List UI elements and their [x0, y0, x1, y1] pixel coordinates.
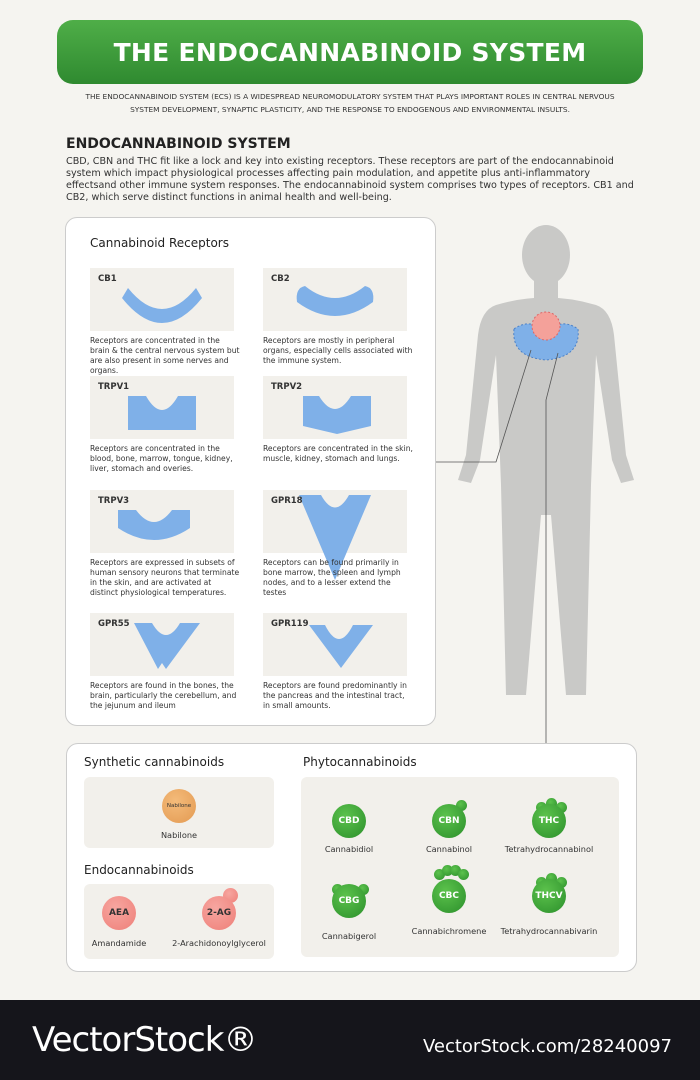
receptor-card-gpr119 — [263, 613, 407, 676]
molecule-name: Cannabidiol — [324, 844, 374, 854]
receptor-name: CB1 — [98, 274, 117, 284]
molecule-name: Cannabichromene — [411, 926, 487, 936]
molecule-name: Cannabinol — [425, 844, 473, 854]
cbn-molecule-icon: CBN — [432, 804, 466, 838]
footer-url: VectorStock.com/28240097 — [422, 1036, 672, 1057]
endo-heading: Endocannabinoids — [84, 863, 194, 877]
receptor-description: Receptors are concentrated in the brain & the central nervous system but are also present in some nerves and organs. — [90, 336, 240, 375]
receptor-description: Receptors can be found primarily in bone marrow, the spleen and lymph nodes, and to a lesser extend the testes — [263, 558, 401, 597]
receptor-description: Receptors are mostly in peripheral organs, especially cells associated with the immune system. — [263, 336, 413, 365]
molecule-name: 2-Arachidonoylglycerol — [172, 938, 266, 948]
receptor-description: Receptors are concentrated in the skin, muscle, kidney, stomach and lungs. — [263, 444, 413, 463]
molecule-name: Amandamide — [91, 938, 147, 948]
thcv-molecule-icon: THCV — [532, 879, 566, 913]
cannabinoids-panel — [66, 743, 637, 972]
page-subtitle: THE ENDOCANNABINOID SYSTEM (ECS) IS A WIDESPREAD NEUROMODULATORY SYSTEM THAT PLAYS IMPORTANT ROLES IN CENTRAL NERVOUS SYSTEM DEVELOPMENT, SYNAPTIC PLASTICITY, AND THE RESPONSE TO ENDOGENOUS AND ENVIRONMENTAL INSULTS. — [85, 92, 615, 114]
receptor-card-trpv2 — [263, 376, 407, 439]
nabilone-molecule-icon: Nabilone — [162, 789, 196, 823]
footer-banner — [0, 1000, 700, 1080]
page-title: THE ENDOCANNABINOID SYSTEM — [57, 20, 643, 84]
2ag-molecule-icon: 2-AG — [202, 896, 236, 930]
receptor-name: GPR18 — [271, 496, 303, 506]
molecule-name: Tetrahydrocannabivarin — [500, 926, 598, 936]
footer-brand: VectorStock® — [32, 1020, 257, 1060]
receptor-description: Receptors are found predominantly in the pancreas and the intestinal tract, in small amounts. — [263, 681, 407, 710]
receptors-heading: Cannabinoid Receptors — [90, 236, 229, 250]
receptor-description: Receptors are expressed in subsets of human sensory neurons that terminate in the skin, and are activated at distinct physiological temperatures. — [90, 558, 240, 597]
cbd-molecule-icon: CBD — [332, 804, 366, 838]
molecule-name: Nabilone — [160, 830, 198, 840]
section-heading: ENDOCANNABINOID SYSTEM — [66, 136, 291, 152]
receptor-name: TRPV3 — [98, 496, 130, 506]
molecule-bump-icon — [458, 869, 469, 880]
receptor-name: TRPV2 — [271, 382, 303, 392]
phyto-heading: Phytocannabinoids — [303, 755, 417, 769]
cbg-molecule-icon: CBG — [332, 884, 366, 918]
molecule-name: Cannabigerol — [321, 931, 377, 941]
thc-molecule-icon: THC — [532, 804, 566, 838]
receptor-name: CB2 — [271, 274, 290, 284]
receptor-description: Receptors are found in the bones, the brain, particularly the cerebellum, and the jejunum and ileum — [90, 681, 237, 710]
receptor-description: Receptors are concentrated in the blood, bone, marrow, tongue, kidney, liver, stomach and overies. — [90, 444, 233, 473]
human-body-figure — [436, 225, 646, 745]
receptor-card-gpr18 — [263, 490, 407, 553]
receptor-name: TRPV1 — [98, 382, 130, 392]
receptor-name: GPR55 — [98, 619, 130, 629]
synthetic-heading: Synthetic cannabinoids — [84, 755, 225, 769]
receptor-card-gpr55 — [90, 613, 234, 676]
receptor-card-trpv1 — [90, 376, 234, 439]
receptor-name: GPR119 — [271, 619, 309, 629]
molecule-name: Tetrahydrocannabinol — [504, 844, 594, 854]
section-text: CBD, CBN and THC fit like a lock and key into existing receptors. These receptors are part of the endocannabinoid system which impact physiological processes affecting pain modulation, and appetite plus anti-inflammatory effectsand other immune system responses. The endocannabinoid system comprises two types of receptors. CB1 and CB2, which serve distinct functions in animal health and well-being. — [66, 156, 634, 203]
receptor-card-trpv3 — [90, 490, 234, 553]
receptor-card-cb2 — [263, 268, 407, 331]
receptor-card-cb1 — [90, 268, 234, 331]
cbc-molecule-icon: CBC — [432, 879, 466, 913]
aea-molecule-icon: AEA — [102, 896, 136, 930]
